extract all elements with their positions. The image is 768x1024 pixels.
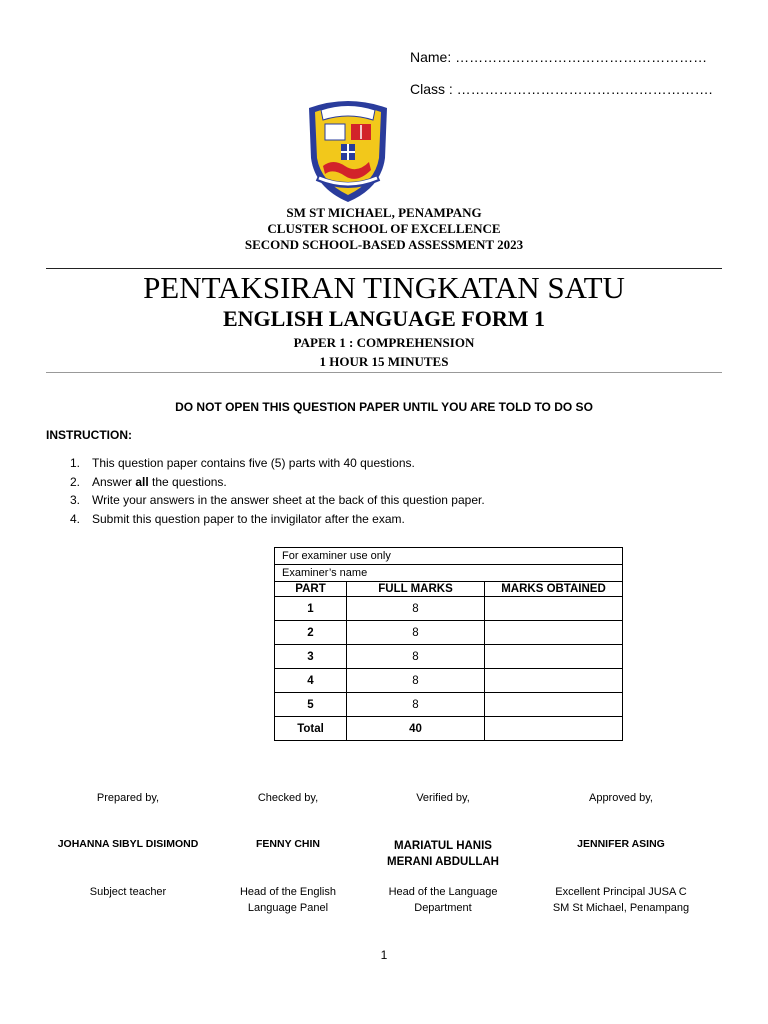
instruction-emphasis: all [135,474,149,489]
total-row [275,717,623,741]
role-line: Head of the English [239,886,336,898]
preparer-role [58,884,198,900]
column-header-full-marks: FULL MARKS [347,582,485,597]
full-marks-cell: 8 [347,693,485,717]
full-marks-cell: 8 [347,597,485,621]
role-line: SM St Michael, Penampang [552,902,690,914]
role-line: Language Panel [247,902,329,914]
total-marks-obtained[interactable] [485,717,623,741]
approved-by-label: Approved by, [588,792,653,804]
checked-by-label: Checked by, [257,792,319,804]
instruction-item [70,491,485,510]
school-cluster: CLUSTER SCHOOL OF EXCELLENCE [267,221,501,236]
part-cell: 1 [275,597,347,621]
column-header-part: PART [275,582,347,597]
prepared-by-label: Prepared by, [96,792,160,804]
role-line: Department [414,902,472,914]
instruction-item [70,454,485,473]
part-cell: 5 [275,693,347,717]
role-line: Excellent Principal JUSA C [555,886,687,898]
marks-obtained-cell[interactable] [485,669,623,693]
verifier-name [368,838,518,870]
exam-subject: ENGLISH LANGUAGE FORM 1 [222,306,546,331]
marks-obtained-cell[interactable] [485,621,623,645]
checker-role [218,884,358,916]
header-divider-top [46,268,722,269]
table-row [275,645,623,669]
total-full-marks: 40 [347,717,485,741]
exam-duration: 1 HOUR 15 MINUTES [319,354,449,369]
marks-obtained-cell[interactable] [485,597,623,621]
exam-paper: PAPER 1 : COMPREHENSION [293,335,475,350]
table-row [275,693,623,717]
instruction-heading: INSTRUCTION: [46,428,132,442]
table-row [275,669,623,693]
part-cell: 4 [275,669,347,693]
table-row [275,621,623,645]
role-line: Head of the Language [388,886,498,898]
verifier-name-line: MERANI ABDULLAH [386,856,499,868]
instruction-number: 3. [70,493,81,507]
instruction-number: 4. [70,511,81,526]
instruction-text: Submit this question paper to the invigilator after the exam. [92,511,405,526]
page-number: 1 [380,948,388,962]
approver-name: JENNIFER ASING [577,838,665,850]
marks-obtained-cell[interactable] [485,645,623,669]
full-marks-cell: 8 [347,669,485,693]
assessment-name: SECOND SCHOOL-BASED ASSESSMENT 2023 [244,237,524,252]
instruction-number: 2. [70,474,81,489]
checker-name: FENNY CHIN [256,838,320,850]
school-crest-icon [303,96,393,206]
examiner-use-label: For examiner use only [275,548,623,565]
school-name: SM ST MICHAEL, PENAMPANG [286,205,482,220]
warning-notice: DO NOT OPEN THIS QUESTION PAPER UNTIL YOU ARE TOLD TO DO SO [175,400,593,414]
instruction-item [70,510,485,529]
table-row [275,597,623,621]
instruction-number: 1. [70,456,81,470]
full-marks-cell: 8 [347,645,485,669]
preparer-name: JOHANNA SIBYL DISIMOND [57,838,199,850]
instruction-text: This question paper contains five (5) parts with 40 questions. [92,456,415,470]
instruction-text: Write your answers in the answer sheet at the back of this question paper. [92,493,485,507]
instruction-item [70,473,485,492]
verifier-role [373,884,513,916]
instruction-text: Answer [92,474,136,489]
total-label: Total [275,717,347,741]
class-field-label: Class : ………………………………………………. [410,81,713,97]
column-header-marks-obtained: MARKS OBTAINED [485,582,623,597]
approver-role [536,884,706,916]
marks-obtained-cell[interactable] [485,693,623,717]
name-field-label: Name: ……………………………………………… [410,49,708,65]
exam-title: PENTAKSIRAN TINGKATAN SATU [143,270,625,305]
verified-by-label: Verified by, [416,792,470,804]
part-cell: 2 [275,621,347,645]
role-line: Subject teacher [89,886,167,898]
part-cell: 3 [275,645,347,669]
instruction-list [70,454,485,528]
header-divider-bottom [46,372,722,373]
examiner-name-field[interactable]: Examiner’s name [275,565,623,582]
instruction-text: the questions. [148,474,227,489]
marks-table [274,547,623,741]
verifier-name-line: MARIATUL HANIS [394,840,492,852]
full-marks-cell: 8 [347,621,485,645]
